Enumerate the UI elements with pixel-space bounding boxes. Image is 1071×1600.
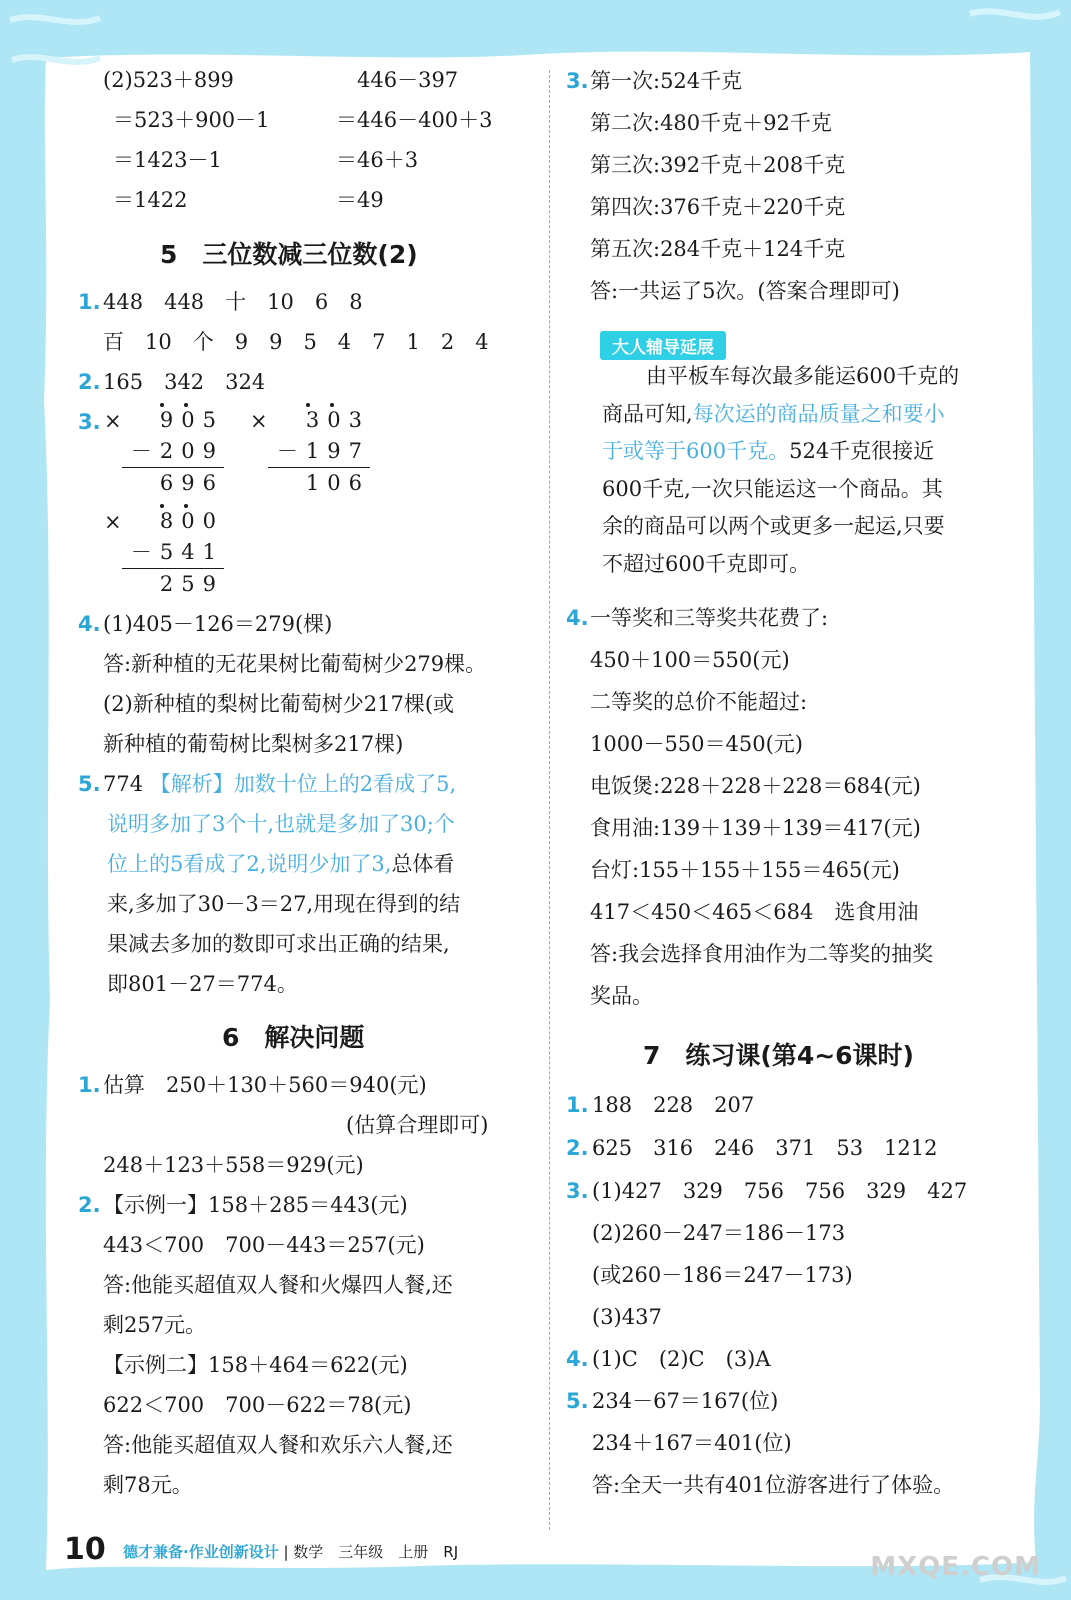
s5-q1-line2: 百 10 个 9 9 5 4 7 1 2 4 xyxy=(103,330,489,354)
borrow-dot xyxy=(184,504,188,508)
v3-result: 259 xyxy=(122,568,224,600)
column-divider xyxy=(549,70,550,1530)
s7-q1-number: 1. xyxy=(566,1093,589,1117)
calc-a3: ＝1423－1 xyxy=(113,148,222,172)
s5-q5-answer xyxy=(103,770,456,798)
check-mark-1: × xyxy=(104,409,122,433)
v2-result: 106 xyxy=(268,467,370,499)
calc-b4: ＝49 xyxy=(336,188,384,212)
vertical-subtraction-3 xyxy=(122,506,224,600)
calc-b2: ＝446－400＋3 xyxy=(336,108,493,132)
r-q4-number: 4. xyxy=(566,606,589,630)
q5-analysis-line5: 果减去多加的数即可求出正确的结果, xyxy=(107,932,450,956)
r-q4-line3: 二等奖的总价不能超过: xyxy=(590,690,808,714)
borrow-dot xyxy=(184,403,188,407)
section-7-title: 7 练习课(第4~6课时) xyxy=(643,1041,914,1070)
q5-answer-value: 774 xyxy=(103,772,144,796)
s5-q4-number: 4. xyxy=(78,612,101,636)
v1-minuend: 905 xyxy=(159,408,224,432)
r-q4-line10: 奖品。 xyxy=(590,984,653,1008)
r-q3-line3: 第三次:392千克＋208千克 xyxy=(590,153,846,177)
q5-analysis-line6: 即801－27＝774。 xyxy=(107,972,298,996)
s5-q5-number: 5. xyxy=(78,772,101,796)
tip-line5: 余的商品可以两个或更多一起运,只要 xyxy=(602,514,945,538)
parent-guide-text xyxy=(602,358,992,583)
borrow-dot xyxy=(306,403,310,407)
v3-subtrahend: －541 xyxy=(130,540,224,564)
s6-q2-number: 2. xyxy=(78,1193,101,1217)
q5-analysis-line3 xyxy=(107,850,454,878)
s6-q2-line4: 剩257元。 xyxy=(103,1313,207,1337)
v1-subtrahend: －209 xyxy=(130,439,224,463)
s7-q3-line3: (或260－186＝247－173) xyxy=(592,1263,853,1287)
s6-q1-line3: 248＋123＋558＝929(元) xyxy=(103,1153,364,1177)
r-q4-line4: 1000－550＝450(元) xyxy=(590,732,803,756)
s7-q3-line4: (3)437 xyxy=(592,1305,662,1329)
s5-q2-number: 2. xyxy=(78,370,101,394)
calc-b1: 446－397 xyxy=(357,68,459,92)
s6-q2-line7: 答:他能买超值双人餐和欢乐六人餐,还 xyxy=(103,1433,453,1457)
s7-q2-number: 2. xyxy=(566,1136,589,1160)
v3-minuend: 800 xyxy=(159,509,224,533)
borrow-dot xyxy=(160,403,164,407)
v2-minuend: 303 xyxy=(305,408,370,432)
tip-line4: 600千克,一次只能运这一个商品。其 xyxy=(602,476,943,501)
tip-line2a: 商品可知, xyxy=(602,401,693,426)
r-q4-line1: 一等奖和三等奖共花费了: xyxy=(590,606,829,630)
tip-line3a: 于或等于600千克。 xyxy=(602,439,790,463)
page-number: 10 xyxy=(64,1532,106,1567)
s6-q2-line2: 443＜700 700－443＝257(元) xyxy=(103,1233,425,1257)
section-6-title: 6 解决问题 xyxy=(222,1023,365,1052)
s7-q3-line2: (2)260－247＝186－173 xyxy=(592,1221,846,1245)
r-q3-line2: 第二次:480千克＋92千克 xyxy=(590,111,832,135)
analysis-tag: 【解析】 xyxy=(149,772,234,796)
tip-line1: 由平板车每次最多能运600千克的 xyxy=(646,364,960,388)
check-mark-3: × xyxy=(104,510,122,534)
r-q3-number: 3. xyxy=(566,69,589,93)
s7-q1-answers: 188 228 207 xyxy=(592,1093,755,1117)
s5-q4-line2: 答:新种植的无花果树比葡萄树少279棵。 xyxy=(103,652,487,676)
q5-analysis-line2: 说明多加了3个十,也就是多加了30;个 xyxy=(107,812,455,836)
check-mark-2: × xyxy=(250,409,268,433)
v2-subtrahend: －197 xyxy=(276,439,370,463)
s6-q2-line1: 【示例一】158＋285＝443(元) xyxy=(103,1193,408,1217)
s7-q4-answers: (1)C (2)C (3)A xyxy=(592,1347,771,1371)
s7-q5-line3: 答:全天一共有401位游客进行了体验。 xyxy=(592,1473,955,1497)
vertical-subtraction-2 xyxy=(268,405,370,499)
s6-q2-line8: 剩78元。 xyxy=(103,1473,193,1497)
r-q3-line1: 第一次:524千克 xyxy=(590,69,743,93)
s7-q5-number: 5. xyxy=(566,1389,589,1413)
calc-b3: ＝46＋3 xyxy=(336,148,419,172)
s6-q1-line1: 估算 250＋130＋560＝940(元) xyxy=(103,1073,427,1097)
tip-line3 xyxy=(602,433,992,471)
s5-q1-number: 1. xyxy=(78,290,101,314)
q5-analysis-line3a: 位上的5看成了2,说明少加了3, xyxy=(107,852,392,876)
vertical-subtraction-1 xyxy=(122,405,224,499)
tip-line2 xyxy=(602,396,992,434)
s6-q1-note: (估算合理即可) xyxy=(346,1113,489,1137)
tip-line2b: 每次运的商品质量之和要小 xyxy=(692,401,945,426)
s7-q5-line1: 234－67＝167(位) xyxy=(592,1389,779,1413)
s7-q3-number: 3. xyxy=(566,1179,589,1203)
r-q4-line7: 台灯:155＋155＋155＝465(元) xyxy=(590,858,900,882)
s5-q4-line1: (1)405－126＝279(棵) xyxy=(103,612,333,636)
calc-a1: (2)523＋899 xyxy=(103,68,234,92)
tip-line6: 不超过600千克即可。 xyxy=(602,551,811,576)
s5-q4-line4: 新种植的葡萄树比梨树多217棵) xyxy=(103,732,404,756)
v1-result: 696 xyxy=(122,467,224,499)
q5-analysis-line1: 加数十位上的2看成了5, xyxy=(233,772,457,796)
footer-subject: | 数学 三年级 上册 RJ xyxy=(283,1543,459,1561)
footer-brand: 德才兼备·作业创新设计 xyxy=(123,1543,279,1561)
r-q3-line6: 答:一共运了5次。(答案合理即可) xyxy=(590,279,900,303)
borrow-dot xyxy=(160,504,164,508)
s7-q4-number: 4. xyxy=(566,1347,589,1371)
calc-a4: ＝1422 xyxy=(113,188,188,212)
s5-q1-line1: 448 448 十 10 6 8 xyxy=(103,290,363,314)
s7-q5-line2: 234＋167＝401(位) xyxy=(592,1431,792,1455)
s7-q3-line1: (1)427 329 756 756 329 427 xyxy=(592,1179,968,1203)
q5-analysis-line4: 来,多加了30－3＝27,用现在得到的结 xyxy=(107,892,461,916)
s7-q2-answers: 625 316 246 371 53 1212 xyxy=(592,1136,938,1160)
borrow-dot xyxy=(330,403,334,407)
r-q4-line9: 答:我会选择食用油作为二等奖的抽奖 xyxy=(590,942,934,966)
s6-q2-line6: 622＜700 700－622＝78(元) xyxy=(103,1393,412,1417)
tip-line3b: 524千克很接近 xyxy=(789,439,935,463)
r-q3-line4: 第四次:376千克＋220千克 xyxy=(590,195,846,219)
watermark: MXQE.COM xyxy=(870,1552,1041,1582)
s5-q2-answers: 165 342 324 xyxy=(103,370,266,394)
r-q4-line5: 电饭煲:228＋228＋228＝684(元) xyxy=(590,774,921,798)
s5-q3-number: 3. xyxy=(78,410,101,434)
s6-q2-line5: 【示例二】158＋464＝622(元) xyxy=(103,1353,408,1377)
footer-series xyxy=(123,1541,458,1562)
s5-q4-line3: (2)新种植的梨树比葡萄树少217棵(或 xyxy=(103,692,455,716)
parent-guide-badge: 大人辅导延展 xyxy=(600,331,726,360)
r-q3-line5: 第五次:284千克＋124千克 xyxy=(590,237,846,261)
section-5-title: 5 三位数减三位数(2) xyxy=(160,240,418,269)
r-q4-line2: 450＋100＝550(元) xyxy=(590,648,790,672)
calc-a2: ＝523＋900－1 xyxy=(113,108,270,132)
s6-q1-number: 1. xyxy=(78,1073,101,1097)
r-q4-line6: 食用油:139＋139＋139＝417(元) xyxy=(590,816,921,840)
q5-analysis-line3b: 总体看 xyxy=(391,852,455,876)
r-q4-line8: 417＜450＜465＜684 选食用油 xyxy=(590,900,919,924)
s6-q2-line3: 答:他能买超值双人餐和火爆四人餐,还 xyxy=(103,1273,453,1297)
